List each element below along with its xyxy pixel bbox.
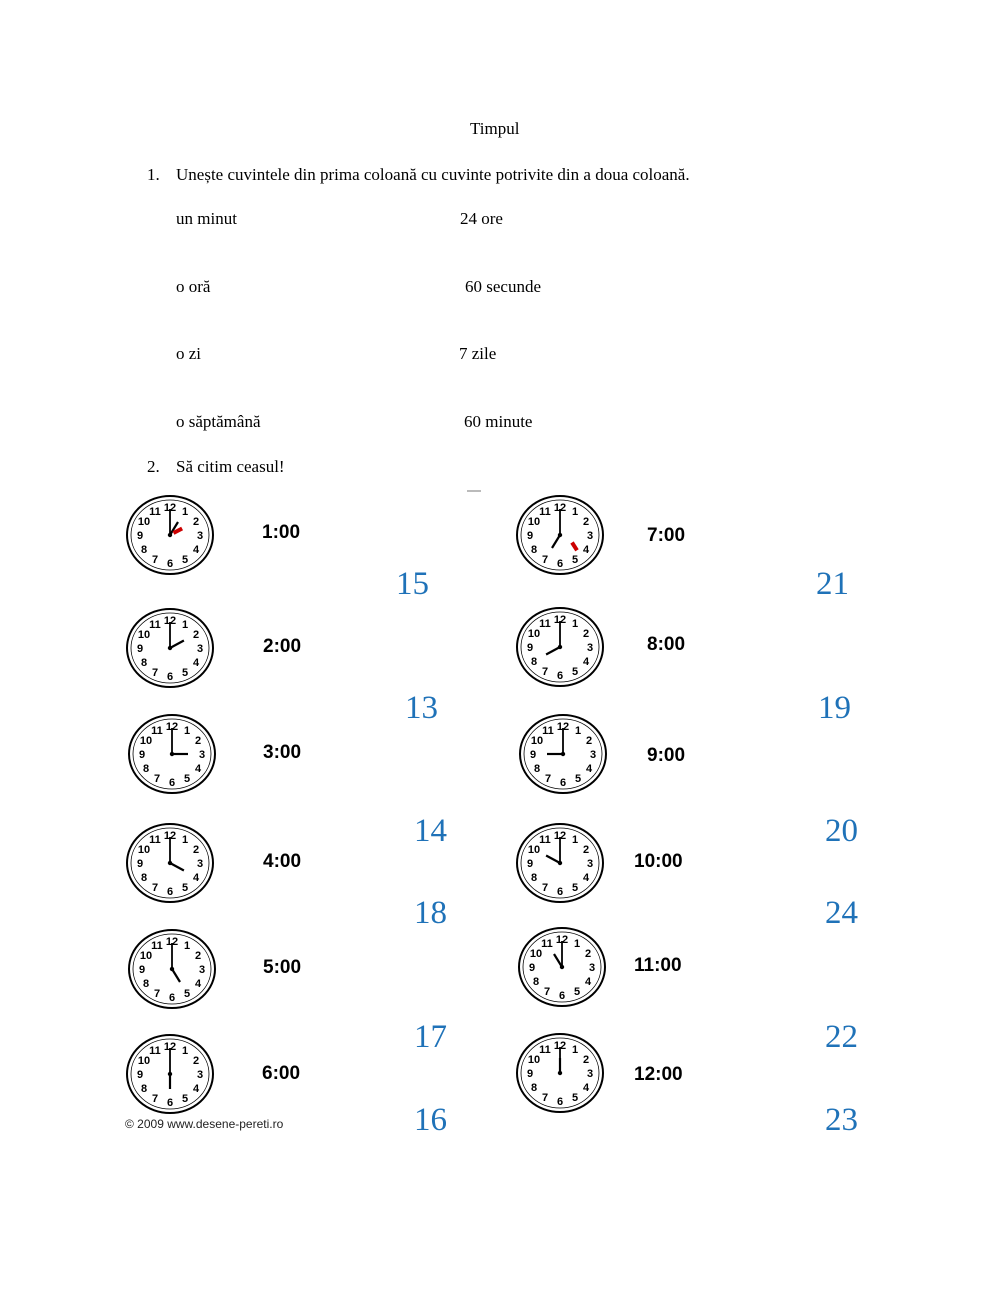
- clock-dial-number: 11: [149, 618, 161, 631]
- clock-dial-number: 2: [585, 735, 593, 747]
- clock-dial-number: 9: [529, 749, 537, 761]
- clock-face-12: [515, 1032, 605, 1114]
- left-item-4: o săptămână: [176, 412, 261, 431]
- clock-dial-number: 12: [555, 934, 569, 946]
- clock-dial-number: 6: [168, 992, 176, 1004]
- clock-dial-number: 3: [196, 858, 204, 870]
- clock-dial-number: 7: [153, 988, 161, 1001]
- clock-dial-number: 4: [192, 872, 200, 884]
- clock-dial-number: 8: [532, 976, 540, 988]
- blue-number-right-1: 21: [816, 566, 849, 602]
- clock-dial-number: 8: [142, 978, 150, 990]
- clock-dial-number: 8: [140, 1083, 148, 1095]
- decorative-dash: [467, 490, 481, 492]
- clock-dial-number: 10: [139, 735, 153, 747]
- clock-dial-number: 2: [192, 1055, 200, 1067]
- clock-dial-number: 11: [539, 505, 551, 518]
- clock-dial-number: 8: [140, 657, 148, 669]
- clock-dial-number: 7: [541, 882, 549, 895]
- clock-dial-number: 1: [181, 618, 189, 631]
- clock-dial-number: 8: [530, 872, 538, 884]
- clock-dial-number: 9: [138, 964, 146, 976]
- time-label-12: 12:00: [634, 1064, 683, 1085]
- clock-center: [170, 967, 174, 971]
- clock-dial-number: 11: [149, 1044, 161, 1057]
- clock-dial-number: 2: [192, 516, 200, 528]
- clock-dial-number: 6: [556, 558, 564, 570]
- clock-dial-number: 1: [574, 724, 582, 737]
- time-label-6: 6:00: [262, 1063, 301, 1084]
- clock-dial-number: 9: [136, 1069, 144, 1081]
- clock-dial-number: 4: [584, 976, 592, 988]
- clock-dial-number: 2: [582, 1054, 590, 1066]
- clock-dial-number: 1: [571, 617, 579, 630]
- clock-dial-number: 1: [181, 1044, 189, 1057]
- clock-dial-number: 3: [586, 858, 594, 870]
- time-label-5: 5:00: [263, 957, 302, 978]
- clock-dial-number: 5: [181, 554, 189, 567]
- clock-dial-number: 6: [166, 886, 174, 898]
- clock-dial-number: 1: [183, 724, 191, 737]
- clock-dial-number: 10: [527, 1054, 541, 1066]
- left-item-1: un minut: [176, 209, 237, 228]
- clock-center: [168, 1072, 172, 1076]
- clock-dial-number: 5: [183, 773, 191, 786]
- clock-dial-number: 9: [526, 858, 534, 870]
- clock-face-8: [515, 606, 605, 688]
- exercise-1-instruction: Unește cuvintele din prima coloană cu cuvinte potrivite din a doua coloană.: [176, 165, 690, 184]
- clock-face-7: [515, 494, 605, 576]
- clock-dial-number: 9: [528, 962, 536, 974]
- clock-dial-number: 8: [533, 763, 541, 775]
- page-title: Timpul: [470, 119, 520, 138]
- blue-number-right-6: 23: [825, 1102, 858, 1138]
- time-label-4: 4:00: [263, 851, 302, 872]
- clock-dial-number: 12: [556, 721, 570, 733]
- clock-dial-number: 5: [571, 666, 579, 679]
- exercise-1-number: 1.: [147, 165, 160, 184]
- clock-dial-number: 12: [163, 502, 177, 514]
- clock-dial-number: 7: [541, 1092, 549, 1105]
- left-item-2: o oră: [176, 277, 211, 296]
- clock-dial-number: 3: [589, 749, 597, 761]
- clock-dial-number: 1: [571, 1043, 579, 1056]
- clock-dial-number: 6: [556, 1096, 564, 1108]
- exercise-2-number: 2.: [147, 457, 160, 476]
- clock-dial-number: 3: [588, 962, 596, 974]
- clock-dial-number: 12: [163, 1041, 177, 1053]
- clock-dial-number: 3: [196, 1069, 204, 1081]
- clock-dial-number: 11: [539, 833, 551, 846]
- clock-face-4: [125, 822, 215, 904]
- clock-dial-number: 5: [181, 667, 189, 680]
- clock-center: [561, 752, 565, 756]
- blue-number-right-4: 24: [825, 895, 858, 931]
- clock-dial-number: 12: [553, 614, 567, 626]
- clock-dial-number: 7: [153, 773, 161, 786]
- clock-dial-number: 2: [192, 629, 200, 641]
- clock-center: [168, 861, 172, 865]
- clock-dial-number: 11: [151, 724, 163, 737]
- clock-dial-number: 8: [142, 763, 150, 775]
- clock-dial-number: 5: [183, 988, 191, 1001]
- clock-dial-number: 8: [140, 872, 148, 884]
- clock-dial-number: 6: [556, 886, 564, 898]
- clock-dial-number: 10: [527, 516, 541, 528]
- clock-dial-number: 8: [140, 544, 148, 556]
- clock-center: [558, 861, 562, 865]
- clock-dial-number: 5: [181, 1093, 189, 1106]
- clock-dial-number: 9: [138, 749, 146, 761]
- clock-dial-number: 6: [559, 777, 567, 789]
- clock-dial-number: 7: [541, 554, 549, 567]
- time-label-11: 11:00: [634, 955, 682, 976]
- clock-dial-number: 4: [582, 1082, 590, 1094]
- clock-dial-number: 12: [553, 502, 567, 514]
- clock-dial-number: 10: [137, 1055, 151, 1067]
- clock-dial-number: 5: [573, 986, 581, 999]
- time-label-1: 1:00: [262, 522, 301, 543]
- clock-center: [168, 533, 172, 537]
- exercise-2-instruction: Să citim ceasul!: [176, 457, 285, 476]
- copyright-credit: © 2009 www.desene-pereti.ro: [125, 1117, 284, 1131]
- clock-dial-number: 7: [151, 554, 159, 567]
- clock-dial-number: 9: [136, 858, 144, 870]
- time-label-10: 10:00: [634, 851, 683, 872]
- clock-dial-number: 11: [539, 1043, 551, 1056]
- clock-face-3: [127, 713, 217, 795]
- clock-dial-number: 12: [163, 830, 177, 842]
- clock-dial-number: 3: [586, 1068, 594, 1080]
- clock-dial-number: 2: [582, 628, 590, 640]
- clock-dial-number: 4: [582, 544, 590, 556]
- clock-dial-number: 4: [194, 763, 202, 775]
- clock-dial-number: 2: [582, 844, 590, 856]
- blue-number-right-5: 22: [825, 1019, 858, 1055]
- clock-dial-number: 5: [571, 882, 579, 895]
- clock-dial-number: 3: [586, 642, 594, 654]
- clock-dial-number: 5: [574, 773, 582, 786]
- clock-dial-number: 10: [137, 629, 151, 641]
- right-item-1: 24 ore: [460, 209, 503, 228]
- clock-dial-number: 8: [530, 656, 538, 668]
- clock-dial-number: 9: [136, 530, 144, 542]
- clock-dial-number: 11: [539, 617, 551, 630]
- clock-dial-number: 11: [542, 724, 554, 737]
- right-item-4: 60 minute: [464, 412, 533, 431]
- left-item-3: o zi: [176, 344, 202, 363]
- right-item-3: 7 zile: [459, 344, 497, 363]
- clock-dial-number: 8: [530, 1082, 538, 1094]
- blue-number-right-2: 19: [818, 690, 851, 726]
- clock-center: [558, 645, 562, 649]
- clock-center: [558, 1071, 562, 1075]
- clock-dial-number: 7: [151, 1093, 159, 1106]
- clock-dial-number: 6: [166, 558, 174, 570]
- clock-dial-number: 12: [553, 830, 567, 842]
- clock-dial-number: 6: [558, 990, 566, 1002]
- blue-number-left-1: 15: [396, 566, 429, 602]
- clock-dial-number: 7: [541, 666, 549, 679]
- clock-dial-number: 1: [571, 505, 579, 518]
- clock-dial-number: 5: [181, 882, 189, 895]
- clock-dial-number: 6: [168, 777, 176, 789]
- clock-center: [170, 752, 174, 756]
- clock-dial-number: 2: [582, 516, 590, 528]
- clock-dial-number: 7: [151, 667, 159, 680]
- clock-dial-number: 10: [527, 844, 541, 856]
- clock-dial-number: 3: [196, 643, 204, 655]
- clock-dial-number: 2: [194, 735, 202, 747]
- clock-dial-number: 3: [198, 749, 206, 761]
- blue-number-right-3: 20: [825, 813, 858, 849]
- clock-dial-number: 2: [194, 950, 202, 962]
- clock-dial-number: 6: [166, 1097, 174, 1109]
- clock-dial-number: 1: [181, 833, 189, 846]
- clock-dial-number: 12: [165, 936, 179, 948]
- clock-dial-number: 6: [556, 670, 564, 682]
- clock-dial-number: 5: [571, 554, 579, 567]
- clock-dial-number: 4: [192, 1083, 200, 1095]
- blue-number-left-3: 14: [414, 813, 447, 849]
- clock-dial-number: 10: [139, 950, 153, 962]
- clock-face-10: [515, 822, 605, 904]
- clock-dial-number: 3: [586, 530, 594, 542]
- clock-face-9: [518, 713, 608, 795]
- time-label-7: 7:00: [647, 525, 686, 546]
- right-item-2: 60 secunde: [465, 277, 542, 296]
- clock-center: [560, 965, 564, 969]
- clock-center: [558, 533, 562, 537]
- clock-dial-number: 10: [527, 628, 541, 640]
- clock-dial-number: 9: [526, 642, 534, 654]
- clock-dial-number: 3: [198, 964, 206, 976]
- clock-dial-number: 9: [526, 1068, 534, 1080]
- clock-dial-number: 4: [192, 657, 200, 669]
- clock-dial-number: 7: [543, 986, 551, 999]
- time-label-8: 8:00: [647, 634, 686, 655]
- time-label-3: 3:00: [263, 742, 302, 763]
- blue-number-left-5: 17: [414, 1019, 447, 1055]
- clock-face-5: [127, 928, 217, 1010]
- clock-dial-number: 7: [151, 882, 159, 895]
- clock-dial-number: 9: [526, 530, 534, 542]
- clock-dial-number: 10: [529, 948, 543, 960]
- clock-dial-number: 2: [192, 844, 200, 856]
- clock-dial-number: 10: [137, 844, 151, 856]
- clock-dial-number: 6: [166, 671, 174, 683]
- clock-dial-number: 12: [163, 615, 177, 627]
- clock-dial-number: 9: [136, 643, 144, 655]
- clock-dial-number: 11: [149, 505, 161, 518]
- clock-dial-number: 11: [149, 833, 161, 846]
- clock-center: [168, 646, 172, 650]
- time-label-9: 9:00: [647, 745, 686, 766]
- clock-dial-number: 8: [530, 544, 538, 556]
- clock-dial-number: 1: [571, 833, 579, 846]
- clock-dial-number: 4: [582, 872, 590, 884]
- clock-dial-number: 1: [573, 937, 581, 950]
- clock-face-1: [125, 494, 215, 576]
- clock-dial-number: 11: [541, 937, 553, 950]
- clock-dial-number: 7: [544, 773, 552, 786]
- clock-dial-number: 10: [137, 516, 151, 528]
- clock-dial-number: 3: [196, 530, 204, 542]
- clock-face-11: [517, 926, 607, 1008]
- clock-dial-number: 12: [553, 1040, 567, 1052]
- clock-dial-number: 1: [183, 939, 191, 952]
- clock-dial-number: 4: [194, 978, 202, 990]
- clock-dial-number: 1: [181, 505, 189, 518]
- clock-dial-number: 10: [530, 735, 544, 747]
- clock-dial-number: 4: [582, 656, 590, 668]
- time-label-2: 2:00: [263, 636, 302, 657]
- clock-dial-number: 4: [585, 763, 593, 775]
- clock-dial-number: 5: [571, 1092, 579, 1105]
- clock-face-6: [125, 1033, 215, 1115]
- clock-face-2: [125, 607, 215, 689]
- clock-dial-number: 4: [192, 544, 200, 556]
- clock-dial-number: 11: [151, 939, 163, 952]
- blue-number-left-4: 18: [414, 895, 447, 931]
- blue-number-left-2: 13: [405, 690, 438, 726]
- clock-dial-number: 2: [584, 948, 592, 960]
- blue-number-left-6: 16: [414, 1102, 447, 1138]
- clock-dial-number: 12: [165, 721, 179, 733]
